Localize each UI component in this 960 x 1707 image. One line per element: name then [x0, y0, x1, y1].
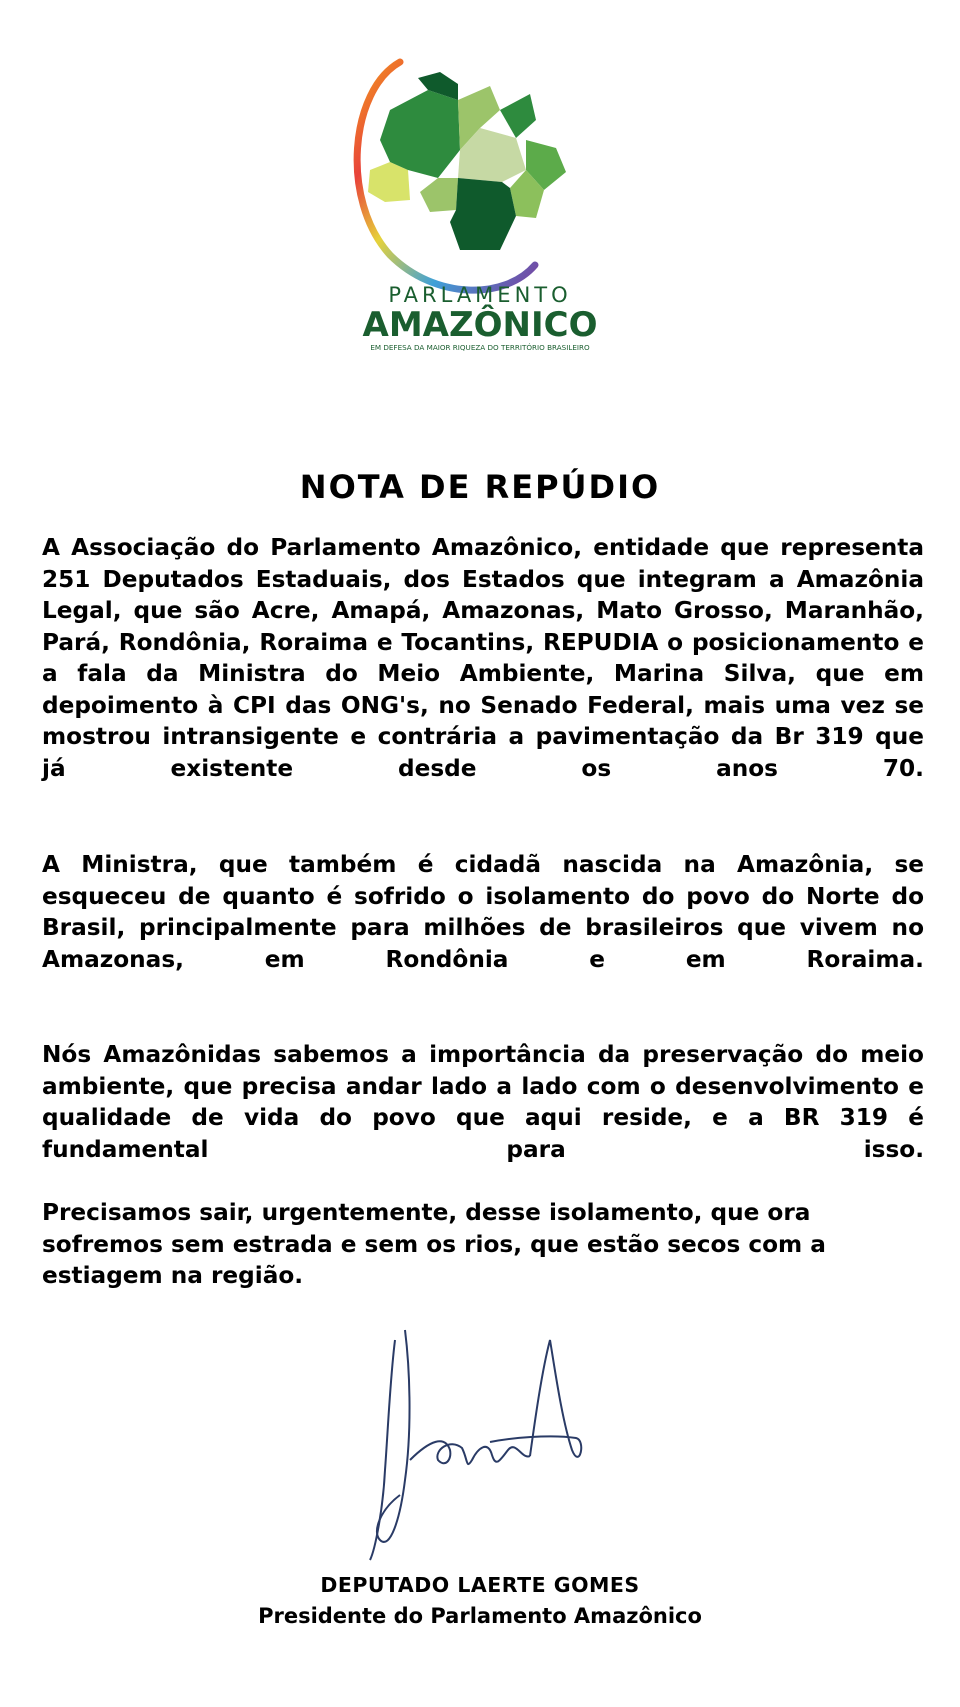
handwritten-signature: [350, 1310, 610, 1570]
signatory-name: DEPUTADO LAERTE GOMES: [320, 1573, 640, 1597]
parlamento-amazonico-logo: [330, 50, 630, 390]
logo-line2: AMAZÔNICO: [362, 305, 598, 345]
document-title: NOTA DE REPÚDIO: [299, 468, 661, 506]
signatory-role: Presidente do Parlamento Amazônico: [258, 1604, 702, 1628]
logo-line1: PARLAMENTO: [388, 283, 572, 307]
amazon-region-map-icon: [330, 50, 630, 390]
paragraph-1: A Associação do Parlamento Amazônico, entidade que representa 251 Deputados Estaduais, dos Estados que integram a Amazônia Legal, que são Acre, Amapá, Amazonas, Mato Grosso, Maranhão, Pará, Rondônia, Roraima e Tocantins, REPUDIA o posicionamento e a fala da Ministra do Meio Ambiente, Marina Silva, que em depoimento à CPI das ONG's, no Senado Federal, mais uma vez se mostrou intransigente e contrária a pavimentação da Br 319 que já existente desde os anos 70.: [42, 534, 924, 782]
logo-tagline: EM DEFESA DA MAIOR RIQUEZA DO TERRITÓRIO BRASILEIRO: [370, 343, 590, 352]
paragraph-4: Precisamos sair, urgentemente, desse isolamento, que ora sofremos sem estrada e sem os rios, que estão secos com a estiagem na região.: [42, 1199, 826, 1289]
paragraph-2: A Ministra, que também é cidadã nascida na Amazônia, se esqueceu de quanto é sofrido o isolamento do povo do Norte do Brasil, principalmente para milhões de brasileiros que vivem no Amazonas, em Rondônia e em Roraima.: [42, 851, 924, 973]
paragraph-3: Nós Amazônidas sabemos a importância da preservação do meio ambiente, que precisa andar lado a lado com o desenvolvimento e qualidade de vida do povo que aqui reside, e a BR 319 é fundamental para isso.: [42, 1041, 924, 1163]
